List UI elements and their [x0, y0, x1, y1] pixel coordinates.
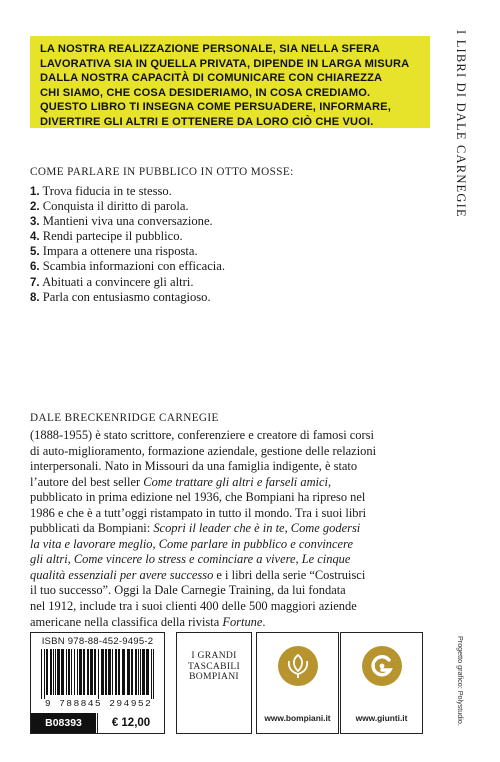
- bio-text: ,: [284, 521, 291, 536]
- bio-text: ,: [295, 552, 302, 567]
- bio-line: [30, 444, 450, 460]
- bio-text: e i libri della serie “Costruisci: [213, 567, 366, 582]
- book-title: Scopri il leader che è in te: [153, 521, 285, 536]
- giunti-box: [340, 632, 423, 734]
- bio-line: [30, 599, 450, 615]
- blurb-line: LAVORATIVA SIA IN QUELLA PRIVATA, DIPENDE IN LARGA MISURA: [40, 57, 410, 70]
- bio-text: pubblicati da Bompiani:: [30, 521, 154, 536]
- barcode-icon: [41, 649, 156, 699]
- bompiani-logo-icon: [277, 645, 319, 687]
- author-bio: [30, 428, 450, 630]
- step-text: Trova fiducia in te stesso.: [42, 184, 172, 198]
- bio-line: [30, 568, 450, 584]
- steps-heading: COME PARLARE IN PUBBLICO IN OTTO MOSSE:: [30, 166, 294, 178]
- list-item: [30, 244, 225, 259]
- bio-text: 1986 e che è a tutt’oggi ristampato in tutto il mondo. Tra i suoi libri: [30, 505, 367, 520]
- book-title: gli altri: [30, 552, 68, 567]
- blurb-line: DALLA NOSTRA CAPACITÀ DI COMUNICARE CON CHIAREZZA: [40, 72, 383, 85]
- series-title: I LIBRI DI DALE CARNEGIE: [454, 30, 468, 218]
- book-title: Come godersi: [290, 521, 361, 536]
- bio-line: [30, 475, 450, 491]
- bio-text: (1888-1955) è stato scrittore, conferenziere e creatore di famosi corsi: [30, 428, 374, 442]
- list-item: [30, 184, 225, 199]
- step-number: 8.: [30, 291, 40, 304]
- bio-text: ,: [152, 536, 159, 551]
- list-item: [30, 229, 225, 244]
- bio-text: ,: [328, 474, 332, 489]
- list-item: [30, 259, 225, 274]
- barcode-box: [30, 632, 165, 734]
- bio-text: il tuo successo”. Oggi la Dale Carnegie Training, da lui fondata: [30, 583, 346, 598]
- series-line: TASCABILI: [187, 660, 241, 672]
- bio-line: [30, 583, 450, 599]
- blurb-line: LA NOSTRA REALIZZAZIONE PERSONALE, SIA NELLA SFERA: [40, 43, 380, 55]
- blurb-line: DIVERTIRE GLI ALTRI E OTTENERE DA LORO CIÒ CHE VUOI.: [40, 115, 374, 128]
- bio-text: l’autore del best seller: [30, 474, 144, 489]
- book-title: Come trattare gli altri e farseli amici: [143, 474, 328, 489]
- giunti-logo-icon: [361, 645, 403, 687]
- barcode-number: 9 788845 294952: [44, 698, 153, 709]
- step-text: Impara a ottenere una risposta.: [42, 244, 198, 259]
- author-heading: DALE BRECKENRIDGE CARNEGIE: [30, 412, 219, 424]
- step-number: 2.: [30, 201, 40, 214]
- series-line: I GRANDI: [191, 650, 237, 661]
- step-number: 5.: [30, 246, 40, 259]
- bio-line: [30, 615, 450, 631]
- step-number: 7.: [30, 276, 40, 289]
- blurb-box: [30, 36, 430, 128]
- bio-text: di auto-miglioramento, formazione aziendale, gestione delle relazioni: [30, 443, 377, 458]
- step-text: Conquista il diritto di parola.: [42, 199, 189, 214]
- step-number: 4.: [30, 231, 40, 244]
- price: € 12,00: [97, 713, 164, 733]
- blurb-line: QUESTO LIBRO TI INSEGNA COME PERSUADERE, INFORMARE,: [40, 101, 391, 114]
- book-title: Fortune: [222, 614, 263, 629]
- bio-line: [30, 459, 450, 475]
- bio-line: [30, 428, 450, 444]
- blurb-line: CHI SIAMO, CHE COSA DESIDERIAMO, IN COSA CREDIAMO.: [40, 86, 371, 99]
- step-text: Rendi partecipe il pubblico.: [42, 229, 183, 244]
- series-box: [176, 632, 252, 734]
- giunti-url[interactable]: www.giunti.it: [355, 713, 408, 723]
- bio-text: ,: [67, 552, 74, 567]
- step-text: Mantieni viva una conversazione.: [42, 214, 213, 229]
- bio-text: americane nella classifica della rivista: [30, 614, 223, 629]
- bio-text: pubblicato in prima edizione nel 1936, che Bompiani ha ripreso nel: [30, 490, 366, 505]
- isbn-label: ISBN 978-88-452-9495-2: [41, 636, 154, 647]
- book-title: Come vincere lo stress e cominciare a vivere: [73, 552, 296, 567]
- product-code: B08393: [31, 713, 96, 733]
- bio-line: [30, 506, 450, 522]
- list-item: [30, 275, 225, 290]
- book-title: Come parlare in pubblico e convincere: [158, 536, 353, 551]
- book-title: qualità essenziali per avere successo: [30, 567, 214, 582]
- list-item: [30, 290, 225, 305]
- bompiani-url[interactable]: www.bompiani.it: [264, 713, 331, 723]
- step-number: 6.: [30, 261, 40, 274]
- step-number: 1.: [30, 186, 40, 198]
- bio-text: nel 1912, include tra i suoi clienti 400 delle 500 maggiori aziende: [30, 599, 357, 614]
- step-text: Abituati a convincere gli altri.: [42, 274, 194, 289]
- bio-line: [30, 521, 450, 537]
- book-title: Le cinque: [301, 552, 351, 567]
- bio-text: interpersonali. Nato in Missouri da una famiglia indigente, è stato: [30, 459, 358, 474]
- bio-line: [30, 490, 450, 506]
- step-text: Scambia informazioni con efficacia.: [42, 259, 226, 274]
- bio-line: [30, 552, 450, 568]
- bompiani-box: [256, 632, 339, 734]
- design-credit: Progetto grafico: Polystudio.: [456, 636, 465, 726]
- list-item: [30, 214, 225, 229]
- steps-list: [30, 184, 225, 305]
- book-title: la vita e lavorare meglio: [30, 536, 153, 551]
- step-text: Parla con entusiasmo contagioso.: [42, 289, 211, 304]
- list-item: [30, 199, 225, 214]
- step-number: 3.: [30, 216, 40, 229]
- series-line: BOMPIANI: [189, 671, 239, 683]
- bio-line: [30, 537, 450, 553]
- bio-text: .: [262, 614, 266, 629]
